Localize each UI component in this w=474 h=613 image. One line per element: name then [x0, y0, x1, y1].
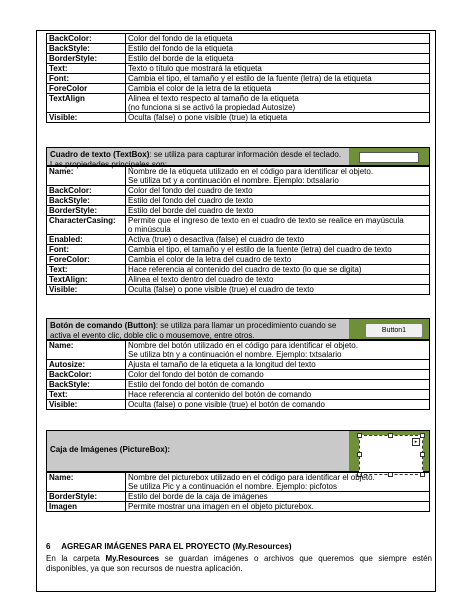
section-paragraph: [46, 554, 432, 574]
table-row: [47, 235, 430, 245]
property-description: [126, 196, 430, 206]
button-header: [46, 318, 430, 340]
resize-handle: [357, 452, 362, 457]
property-description: [126, 360, 430, 370]
property-description: [126, 265, 430, 275]
property-name: BackColor:: [47, 370, 126, 380]
description-line: Permite que el ingreso de texto en el cuadro de texto se realice en mayúscula: [128, 216, 404, 225]
description-line: Alinea el texto respecto al tamaño de la etiqueta: [128, 94, 299, 103]
property-description: [126, 206, 430, 216]
property-description: [126, 235, 430, 245]
property-name: Enabled:: [47, 235, 126, 245]
table-row: [47, 74, 430, 84]
property-name: Visible:: [47, 113, 126, 123]
property-description: [126, 44, 430, 54]
description-line: Estilo del fondo del botón de comando: [128, 380, 265, 389]
table-row: [47, 113, 430, 123]
table-row: [47, 64, 430, 74]
property-description: [126, 216, 430, 235]
property-description: [126, 64, 430, 74]
description-line: Se utiliza btn y a continuación el nombre. Ejemplo: txtsalario: [128, 350, 342, 359]
property-description: [126, 492, 430, 502]
description-line: Ajusta el tamaño de la etiqueta a la longitud del texto: [128, 360, 316, 369]
description-line: Se utiliza Pic y a continuación el nombre. Ejemplo: picfotos: [128, 482, 337, 491]
button-preview-panel: [349, 319, 429, 339]
description-line: o minúscula: [128, 225, 171, 234]
property-name: BackStyle:: [47, 380, 126, 390]
textbox-properties-table: [46, 166, 430, 295]
property-name: Autosize:: [47, 360, 126, 370]
description-line: Oculta (false) o pone visible (true) el botón de comando: [128, 400, 325, 409]
para-bold: My.Resources: [105, 554, 160, 563]
property-name: ForeColor: [47, 84, 126, 94]
property-name: Visible:: [47, 400, 126, 410]
property-name: Name:: [47, 473, 126, 492]
table-row: [47, 502, 430, 512]
description-line: Nombre de la etiqueta utilizado en el código para identificar el objeto.: [128, 167, 374, 176]
button-title: Botón de comando (Button): [50, 321, 156, 330]
description-line: Alinea el texto dentro del cuadro de texto: [128, 275, 274, 284]
table-row: [47, 275, 430, 285]
table-row: [47, 360, 430, 370]
description-line: Nombre del picturebox utilizado en el código para identificar el objeto.: [128, 473, 375, 482]
table-row: [47, 400, 430, 410]
property-description: [126, 94, 430, 113]
description-line: Estilo del fondo del cuadro de texto: [128, 196, 253, 205]
property-name: BorderStyle:: [47, 492, 126, 502]
smart-tag-arrow-icon: ▸: [412, 438, 420, 446]
description-line: Cambia el color de la letra de la etiqueta: [128, 84, 272, 93]
table-row: [47, 84, 430, 94]
property-name: BackStyle:: [47, 44, 126, 54]
table-row: [47, 216, 430, 235]
resize-handle: [420, 452, 425, 457]
table-row: [47, 186, 430, 196]
textbox-demo: [359, 152, 419, 163]
resize-handle: [388, 433, 393, 438]
button-properties-table: [46, 340, 430, 410]
table-row: [47, 380, 430, 390]
description-line: Estilo del borde del cuadro de texto: [128, 206, 254, 215]
property-name: BackStyle:: [47, 196, 126, 206]
button-demo: Button1: [365, 323, 423, 338]
property-name: Text:: [47, 64, 126, 74]
property-description: [126, 74, 430, 84]
property-name: BackColor:: [47, 186, 126, 196]
label-properties-table: [46, 33, 430, 123]
property-description: [126, 502, 430, 512]
table-row: [47, 370, 430, 380]
para-text: se guardan imágenes o archivos que queremos que siempre estén disponibles, ya que son recursos de nuestra aplicación.: [46, 554, 432, 573]
property-name: BackColor:: [47, 34, 126, 44]
picturebox-preview-panel: [349, 431, 429, 471]
table-row: [47, 265, 430, 275]
property-name: Imagen: [47, 502, 126, 512]
textbox-preview-panel: [349, 148, 429, 165]
description-line: Hace referencia al contenido del cuadro de texto (lo que se digita): [128, 265, 362, 274]
section-heading: [46, 542, 292, 551]
property-name: ForeColor:: [47, 255, 126, 265]
property-description: [126, 54, 430, 64]
description-line: Estilo del borde de la etiqueta: [128, 54, 234, 63]
description-line: Nombre del botón utilizado en el código para identificar el objeto.: [128, 341, 358, 350]
table-row: [47, 285, 430, 295]
property-name: BorderStyle:: [47, 54, 126, 64]
table-row: [47, 255, 430, 265]
property-description: [126, 473, 430, 492]
description-line: Cambia el tipo, el tamaño y el estilo de la fuente (letra) del cuadro de texto: [128, 245, 392, 254]
property-description: [126, 245, 430, 255]
property-name: Font:: [47, 74, 126, 84]
table-row: [47, 473, 430, 492]
resize-handle: [420, 433, 425, 438]
table-row: [47, 167, 430, 186]
description-line: (no funciona si se activó la propiedad Autosize): [128, 103, 296, 112]
description-line: Activa (true) o desactiva (false) el cuadro de texto: [128, 235, 305, 244]
table-row: [47, 44, 430, 54]
property-name: CharacterCasing:: [47, 216, 126, 235]
table-row: [47, 196, 430, 206]
table-row: [47, 206, 430, 216]
description-line: Color del fondo del cuadro de texto: [128, 186, 253, 195]
description-line: Color del fondo del botón de comando: [128, 370, 264, 379]
property-name: Text:: [47, 390, 126, 400]
button-intro: : se utiliza para llamar un procedimiento cuando se activa el evento clic, doble clic o mousemove, entre otros.: [50, 321, 337, 340]
property-description: [126, 370, 430, 380]
picturebox-title: Caja de Imágenes (PictureBox):: [50, 445, 171, 454]
description-line: Se utiliza txt y a continuación el nombre. Ejemplo: txtsalario: [128, 176, 339, 185]
property-description: [126, 400, 430, 410]
property-name: Visible:: [47, 285, 126, 295]
table-row: [47, 34, 430, 44]
property-description: [126, 255, 430, 265]
para-text: En la carpeta: [46, 554, 106, 563]
picturebox-header: [46, 430, 430, 472]
property-name: Name:: [47, 167, 126, 186]
property-description: [126, 275, 430, 285]
description-line: Oculta (false) o pone visible (true) el cuadro de texto: [128, 285, 314, 294]
description-line: Hace referencia al contenido del botón de comando: [128, 390, 312, 399]
description-line: Cambia el tipo, el tamaño y el estilo de la fuente (letra) de la etiqueta: [128, 74, 372, 83]
property-name: Text:: [47, 265, 126, 275]
description-line: Cambia el color de la letra del cuadro de texto: [128, 255, 292, 264]
property-description: [126, 186, 430, 196]
picturebox-demo: [359, 435, 423, 475]
picturebox-properties-table: [46, 472, 430, 512]
description-line: Estilo del borde de la caja de imágenes: [128, 492, 268, 501]
description-line: Permite mostrar una imagen en el objeto picturebox.: [128, 502, 314, 511]
table-row: [47, 390, 430, 400]
property-description: [126, 285, 430, 295]
property-description: [126, 113, 430, 123]
property-description: [126, 84, 430, 94]
section-number: 6: [46, 542, 51, 551]
table-row: [47, 94, 430, 113]
section-title: AGREGAR IMÁGENES PARA EL PROYECTO (My.Resources): [61, 542, 292, 551]
description-line: Texto o título que mostrará la etiqueta: [128, 64, 262, 73]
textbox-intro: : se utiliza para capturar información desde el teclado. Las propiedades principales son:: [50, 150, 342, 169]
property-name: TextAlign: [47, 94, 126, 113]
property-description: [126, 341, 430, 360]
table-row: [47, 54, 430, 64]
resize-handle: [357, 433, 362, 438]
property-description: [126, 167, 430, 186]
description-line: Estilo del fondo de la etiqueta: [128, 44, 233, 53]
table-row: [47, 341, 430, 360]
table-row: [47, 492, 430, 502]
property-description: [126, 390, 430, 400]
property-name: Font:: [47, 245, 126, 255]
description-line: Oculta (false) o pone visible (true) la etiqueta: [128, 113, 288, 122]
textbox-title: Cuadro de texto (TextBox): [50, 150, 150, 159]
table-row: [47, 245, 430, 255]
textbox-header: [46, 147, 430, 169]
property-name: Name:: [47, 341, 126, 360]
property-description: [126, 34, 430, 44]
property-name: BorderStyle:: [47, 206, 126, 216]
property-description: [126, 380, 430, 390]
description-line: Color del fondo de la etiqueta: [128, 34, 233, 43]
property-name: TextAlign:: [47, 275, 126, 285]
